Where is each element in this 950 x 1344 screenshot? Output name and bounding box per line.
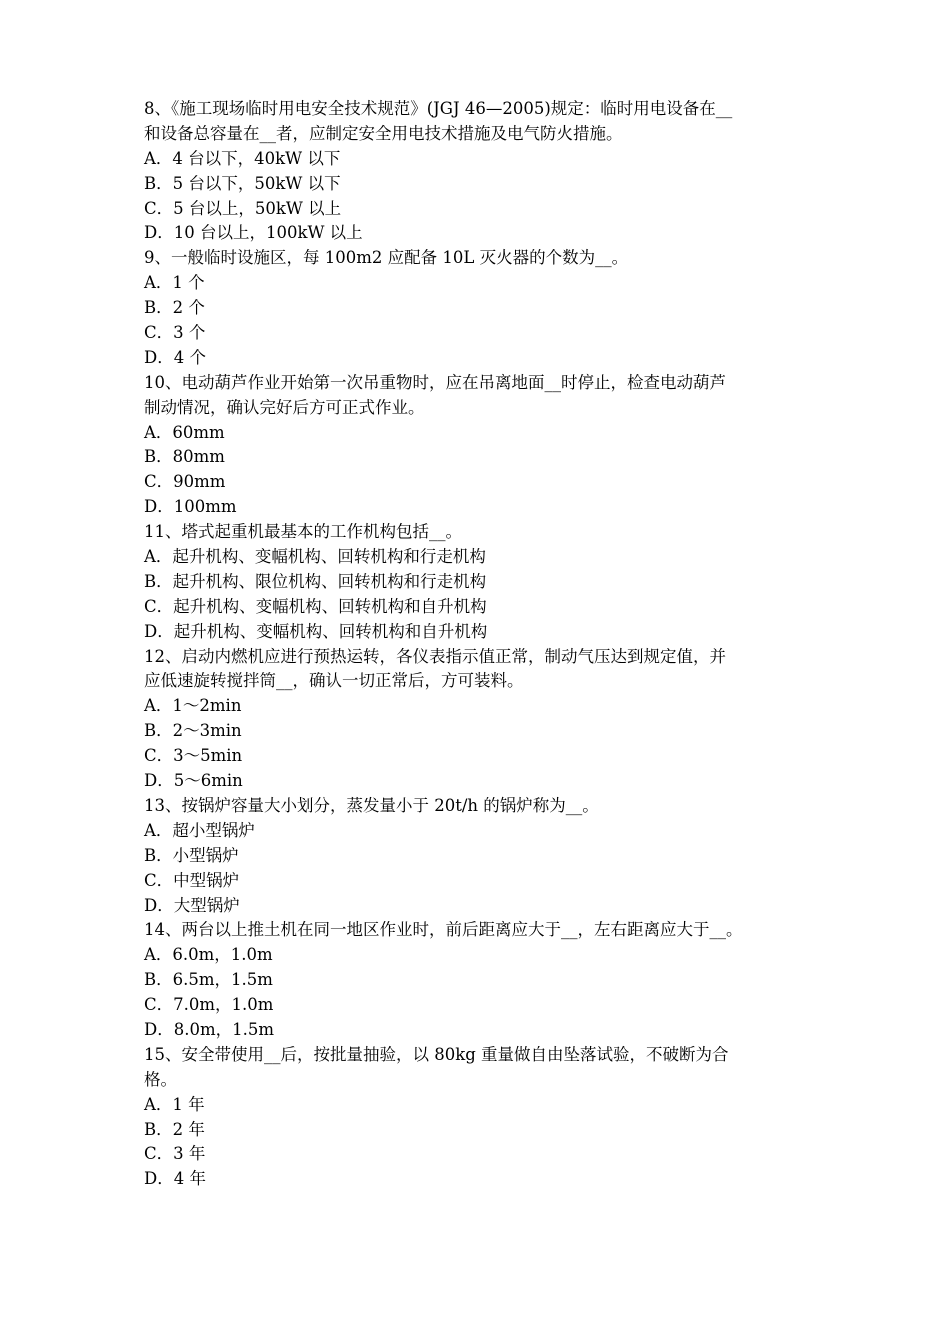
option-b: B．2 个 [144, 298, 205, 318]
question-stem: 格。 [144, 1069, 177, 1089]
question-9 [144, 246, 824, 370]
question-stem: 14、两台以上推土机在同一地区作业时，前后距离应大于__，左右距离应大于__。 [144, 920, 743, 940]
question-stem: 13、按锅炉容量大小划分，蒸发量小于 20t/h 的锅炉称为__。 [144, 795, 599, 815]
option-c: C．起升机构、变幅机构、回转机构和自升机构 [144, 596, 487, 616]
question-11 [144, 520, 824, 644]
option-c: C．中型锅炉 [144, 870, 240, 890]
option-c: C．3～5min [144, 746, 243, 766]
option-d: D．起升机构、变幅机构、回转机构和自升机构 [144, 621, 488, 641]
option-a: A．1～2min [144, 696, 242, 716]
option-c: C．5 台以上，50kW 以上 [144, 198, 342, 218]
question-stem: 8、《施工现场临时用电安全技术规范》(JGJ 46—2005)规定：临时用电设备在__ [144, 99, 733, 118]
document-page [144, 97, 824, 1192]
option-d: D．4 个 [144, 347, 206, 367]
option-c: C．90mm [144, 472, 226, 492]
option-a: A．超小型锅炉 [144, 820, 255, 840]
question-12 [144, 645, 824, 794]
question-stem: 11、塔式起重机最基本的工作机构包括__。 [144, 522, 462, 542]
question-stem: 12、启动内燃机应进行预热运转，各仪表指示值正常，制动气压达到规定值，并 [144, 646, 726, 666]
option-a: A．4 台以下，40kW 以下 [144, 148, 341, 168]
option-c: C．7.0m，1.0m [144, 995, 274, 1015]
question-14 [144, 918, 824, 1042]
question-stem: 应低速旋转搅拌筒__，确认一切正常后，方可装料。 [144, 671, 524, 691]
option-c: C．3 年 [144, 1144, 206, 1164]
option-a: A．6.0m，1.0m [144, 945, 273, 965]
option-a: A．起升机构、变幅机构、回转机构和行走机构 [144, 547, 486, 567]
question-stem: 制动情况，确认完好后方可正式作业。 [144, 397, 425, 417]
option-b: B．起升机构、限位机构、回转机构和行走机构 [144, 571, 487, 591]
question-stem: 和设备总容量在__者，应制定安全用电技术措施及电气防火措施。 [144, 123, 623, 143]
question-8 [144, 97, 824, 246]
option-b: B．80mm [144, 447, 225, 467]
question-stem: 10、电动葫芦作业开始第一次吊重物时，应在吊离地面__时停止，检查电动葫芦 [144, 372, 726, 392]
option-b: B．6.5m，1.5m [144, 970, 273, 990]
question-stem: 15、安全带使用__后，按批量抽验，以 80kg 重量做自由坠落试验，不破断为合 [144, 1044, 729, 1064]
option-b: B．小型锅炉 [144, 845, 239, 865]
option-d: D．10 台以上，100kW 以上 [144, 223, 363, 243]
option-b: B．5 台以下，50kW 以下 [144, 173, 341, 193]
option-d: D．4 年 [144, 1169, 206, 1189]
question-15 [144, 1043, 824, 1192]
option-d: D．100mm [144, 497, 237, 517]
option-a: A．60mm [144, 422, 225, 442]
option-d: D．大型锅炉 [144, 895, 240, 915]
option-d: D．8.0m，1.5m [144, 1019, 275, 1039]
question-stem: 9、一般临时设施区，每 100m2 应配备 10L 灭火器的个数为__。 [144, 248, 629, 268]
question-13 [144, 794, 824, 918]
option-b: B．2 年 [144, 1119, 205, 1139]
option-b: B．2～3min [144, 721, 242, 741]
option-d: D．5～6min [144, 771, 243, 791]
question-10 [144, 371, 824, 520]
option-a: A．1 年 [144, 1094, 205, 1114]
option-a: A．1 个 [144, 273, 205, 293]
option-c: C．3 个 [144, 323, 206, 343]
